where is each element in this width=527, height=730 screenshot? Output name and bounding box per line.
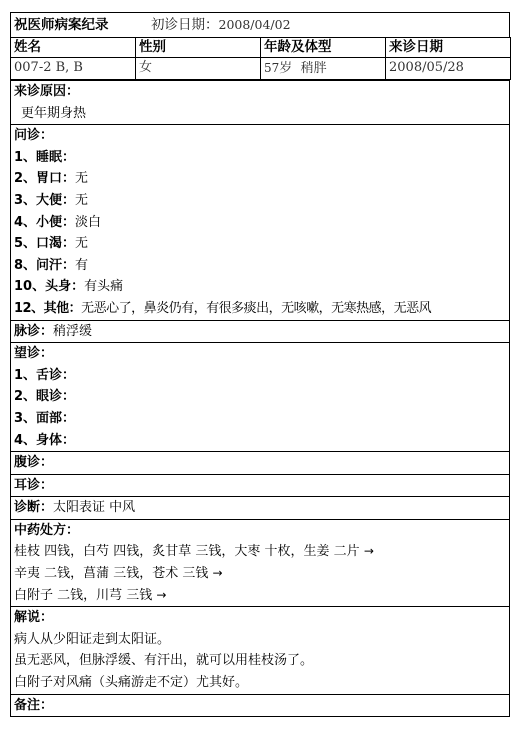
age-unit: 岁 [279, 61, 293, 76]
pulse-section [11, 320, 510, 343]
name-header: 姓名 [11, 38, 136, 58]
first-visit-date: 2008/04/02 [218, 17, 291, 32]
prescription-line [14, 541, 506, 563]
reason-section [11, 81, 510, 125]
patient-gender: 女 [136, 58, 261, 80]
record-header [10, 12, 510, 37]
inquiry-item-label: 3、大便： [14, 192, 76, 208]
abdomen-label: 腹诊： [14, 455, 54, 471]
inquiry-item-head-body [14, 276, 506, 298]
prescription-section [11, 519, 510, 606]
diagnosis-label: 诊断： [14, 500, 54, 516]
inquiry-item-value: 有 [75, 257, 89, 273]
inquiry-item-thirst [14, 233, 506, 255]
observation-item-body: 4、身体： [14, 432, 76, 448]
inquiry-item-value: 无 [75, 171, 89, 187]
prescription-line [14, 563, 506, 585]
visit-date-header: 来诊日期 [386, 38, 511, 58]
inquiry-item-label: 10、头身： [14, 279, 85, 295]
arrow-right-icon: → [363, 544, 374, 559]
reason-text: 更年期身热 [21, 105, 87, 121]
explanation-label: 解说： [14, 610, 54, 626]
explanation-section [11, 607, 510, 694]
observation-item-tongue: 1、舌诊： [14, 367, 76, 383]
inquiry-item-label: 8、问汗： [14, 257, 76, 273]
visit-date: 2008/05/28 [386, 58, 511, 80]
inquiry-item-label: 2、胃口： [14, 171, 76, 187]
patient-info-table [10, 37, 511, 80]
inquiry-item-sleep [14, 147, 506, 169]
prescription-line [14, 585, 506, 607]
inquiry-item-stool [14, 190, 506, 212]
arrow-right-icon: → [156, 587, 167, 602]
ear-section [11, 474, 510, 497]
inquiry-item-appetite [14, 168, 506, 190]
prescription-text: 白附子 二钱，川芎 三钱 [14, 587, 153, 603]
reason-label: 来诊原因： [14, 84, 80, 99]
inquiry-item-sweat [14, 255, 506, 277]
patient-info-values-row [11, 58, 511, 80]
case-record-sheet [10, 12, 510, 717]
record-body-table [10, 80, 510, 717]
inquiry-item-value: 有头痛 [84, 279, 124, 295]
observation-label: 望诊： [14, 346, 54, 362]
diagnosis-value: 太阳表证 中风 [53, 500, 136, 516]
patient-build: 稍胖 [300, 61, 327, 76]
first-visit-label: 初诊日期： [151, 17, 219, 33]
patient-age-build [261, 58, 386, 80]
explanation-line: 病人从少阳证走到太阳证。 [14, 631, 171, 647]
observation-section [11, 343, 510, 452]
patient-info-header-row [11, 38, 511, 58]
patient-name: 007-2 B, B [11, 58, 136, 80]
inquiry-item-value: 无恶心了，鼻炎仍有，有很多痰出，无咳嗽，无寒热感，无恶风 [81, 300, 432, 316]
notes-label: 备注： [14, 697, 54, 713]
pulse-label: 脉诊： [14, 323, 54, 339]
pulse-line [14, 321, 506, 343]
inquiry-item-urine [14, 212, 506, 234]
patient-age: 57 [264, 61, 280, 75]
prescription-label: 中药处方： [14, 522, 80, 538]
prescription-text: 辛夷 二钱，菖蒲 三钱，苍术 三钱 [14, 566, 209, 582]
inquiry-item-label: 1、睡眠： [14, 149, 76, 165]
diagnosis-section [11, 497, 510, 520]
notes-section [11, 694, 510, 717]
observation-item-eyes: 2、眼诊： [14, 389, 76, 405]
inquiry-item-value: 无 [75, 192, 89, 208]
inquiry-item-label: 12、其他： [14, 300, 82, 316]
inquiry-item-label: 4、小便： [14, 214, 76, 230]
inquiry-item-label: 5、口渴： [14, 236, 76, 252]
prescription-text: 桂枝 四钱，白芍 四钱，炙甘草 三钱，大枣 十枚，生姜 二片 [14, 544, 360, 560]
inquiry-section [11, 125, 510, 320]
explanation-line: 白附子对风痛（头痛游走不定）尤其好。 [14, 675, 249, 691]
first-visit [151, 13, 291, 37]
pulse-value: 稍浮缓 [53, 323, 93, 339]
observation-item-face: 3、面部： [14, 410, 76, 426]
explanation-line: 虽无恶风，但脉浮缓、有汗出，就可以用桂枝汤了。 [14, 653, 314, 669]
inquiry-item-other [14, 298, 506, 320]
arrow-right-icon: → [212, 566, 223, 581]
ear-label: 耳诊： [14, 477, 54, 493]
abdomen-section [11, 452, 510, 475]
gender-header: 性别 [136, 38, 261, 58]
diagnosis-line [14, 497, 506, 519]
inquiry-item-value: 淡白 [75, 214, 102, 230]
inquiry-label: 问诊： [14, 128, 54, 144]
age-build-header: 年龄及体型 [261, 38, 386, 58]
record-title: 祝医师病案纪录 [14, 17, 109, 33]
inquiry-item-value: 无 [75, 236, 89, 252]
